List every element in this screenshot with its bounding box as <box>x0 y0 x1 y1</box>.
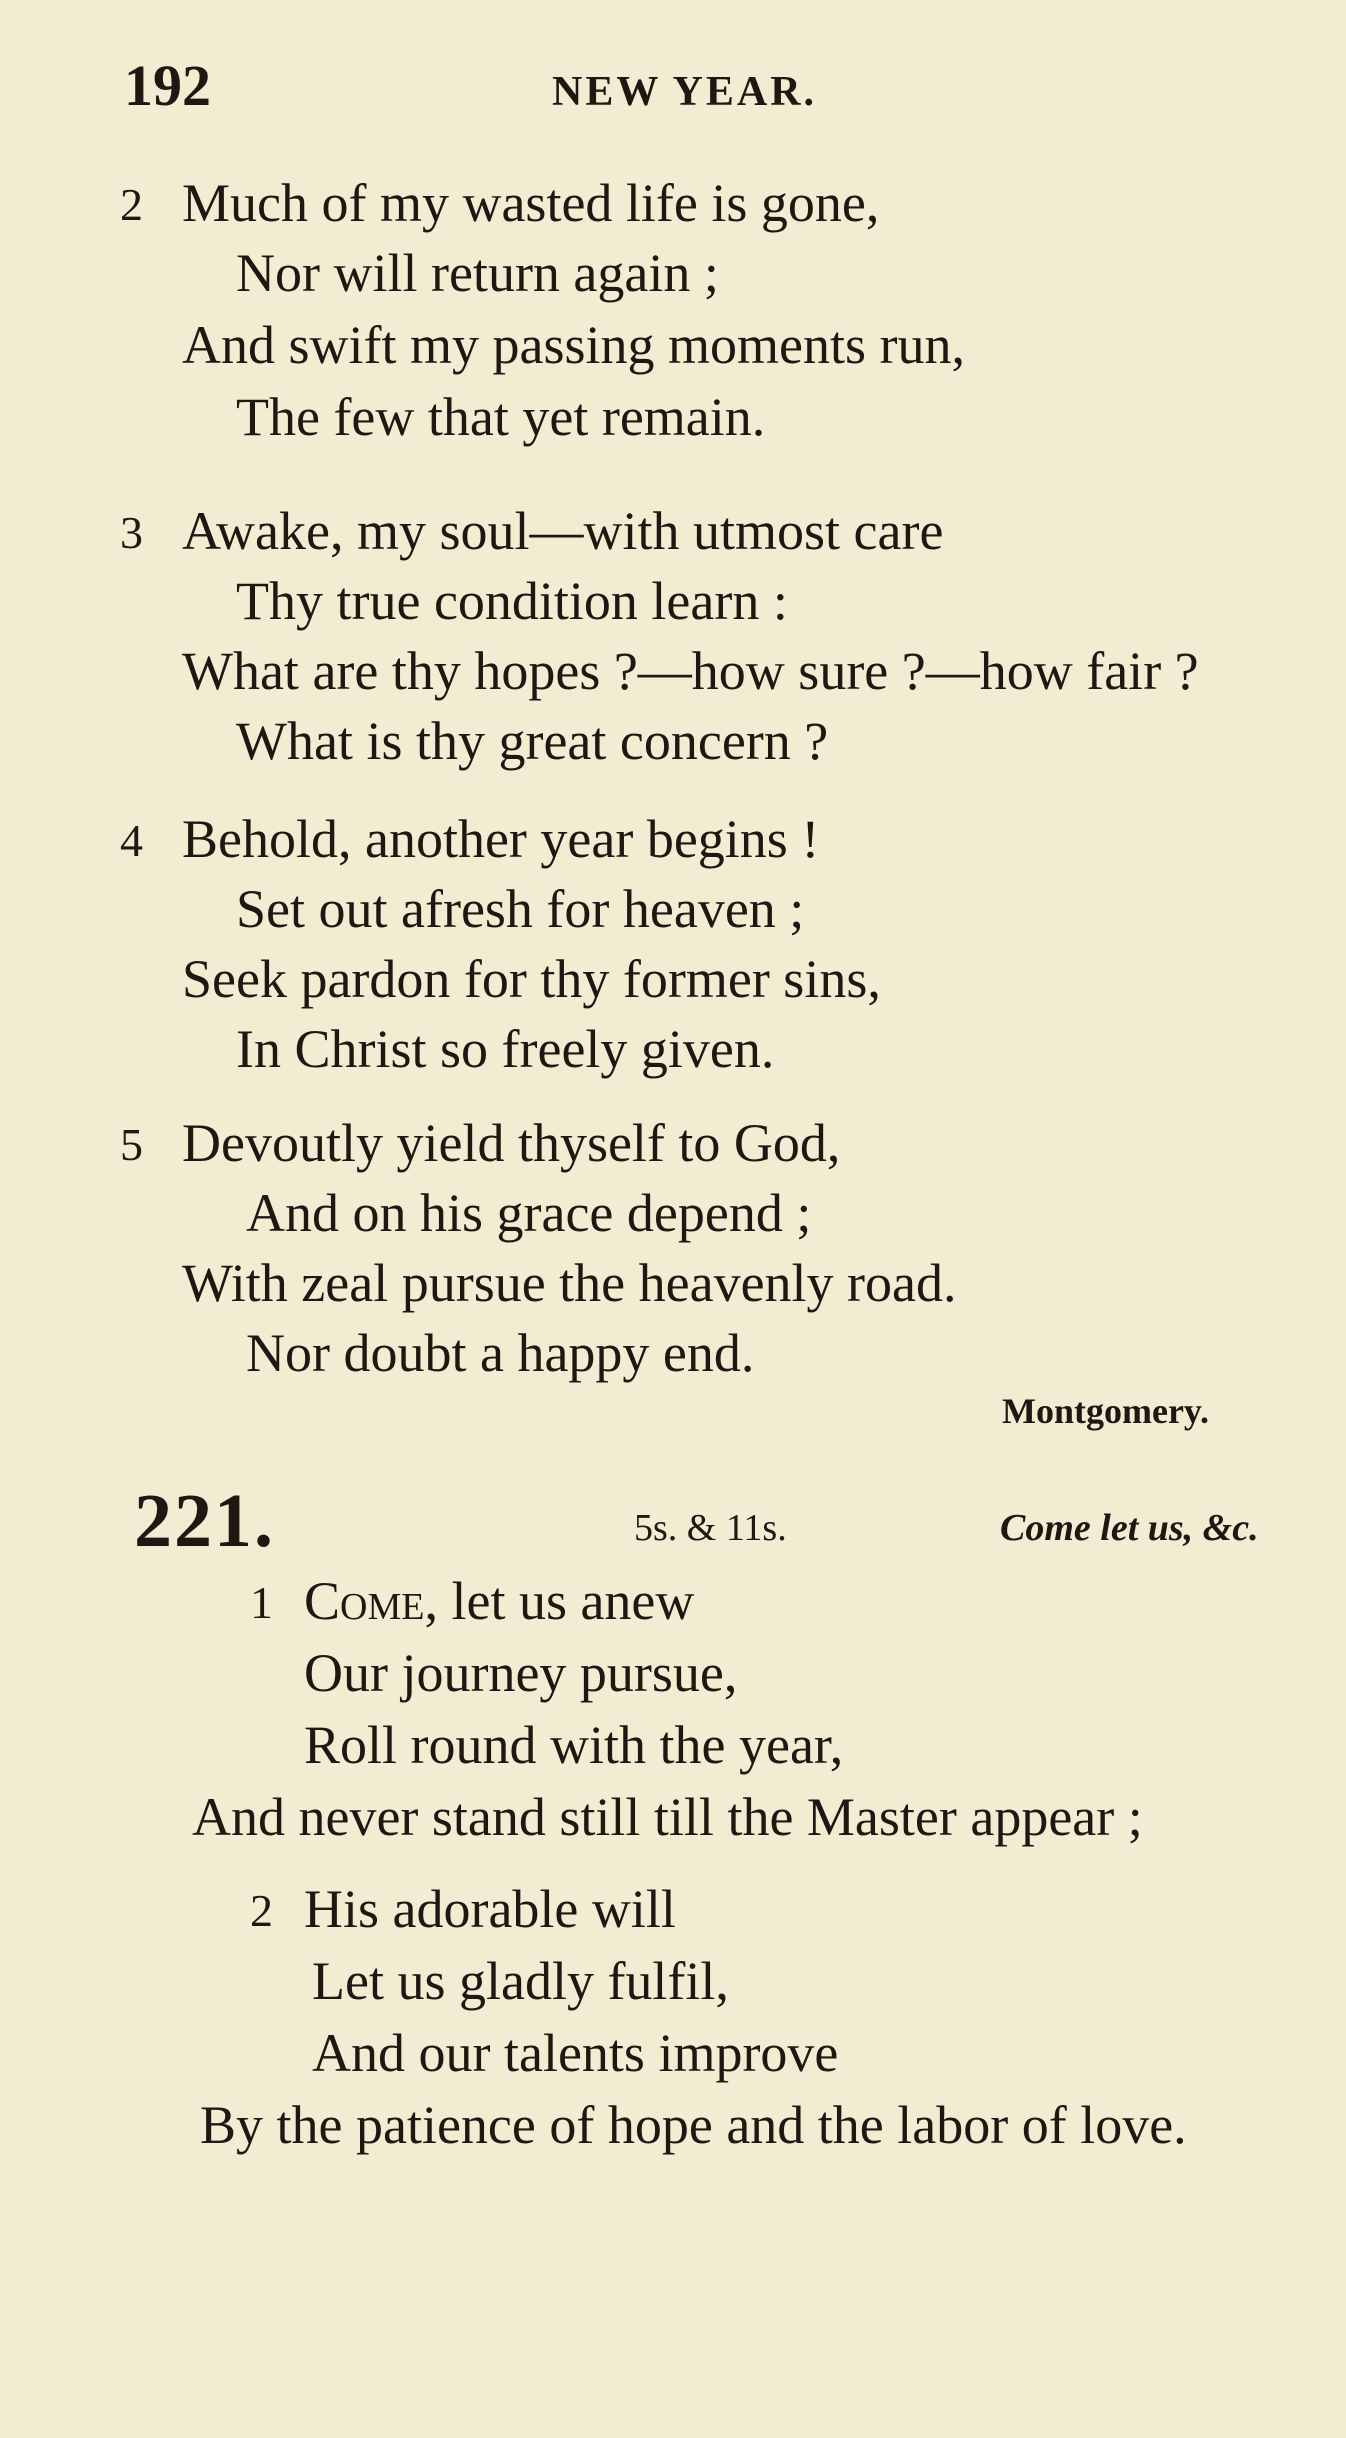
page-header <box>0 52 1346 122</box>
hymn-attribution: Montgomery. <box>1002 1391 1209 1431</box>
verse-line: Nor doubt a happy end. <box>246 1323 755 1383</box>
page-number: 192 <box>124 53 211 118</box>
verse-line: The few that yet remain. <box>236 387 766 447</box>
verse-line: Nor will return again ; <box>236 243 719 303</box>
verse-line: Let us gladly fulfil, <box>312 1951 729 2011</box>
stanza-number: 2 <box>250 1885 273 1936</box>
verse-line: And on his grace depend ; <box>246 1183 812 1243</box>
stanza-number: 4 <box>120 815 143 866</box>
hymn-meter: 5s. & 11s. <box>634 1507 787 1549</box>
stanza-number: 1 <box>250 1577 273 1628</box>
verse-line: Seek pardon for thy former sins, <box>182 949 881 1009</box>
verse-line: His adorable will <box>304 1879 676 1939</box>
verse-line-rest: let us anew <box>437 1571 695 1631</box>
verse-line: Devoutly yield thyself to God, <box>182 1113 841 1173</box>
verse-line <box>304 1571 695 1631</box>
stanza-number: 5 <box>120 1119 143 1170</box>
verse-line: Awake, my soul—with utmost care <box>182 501 944 561</box>
verse-line: What are thy hopes ?—how sure ?—how fair ? <box>182 641 1199 701</box>
hymn-tune: Come let us, &c. <box>1000 1507 1259 1549</box>
verse-line: What is thy great concern ? <box>236 711 829 771</box>
verse-line: By the patience of hope and the labor of love. <box>200 2095 1187 2155</box>
verse-line: Thy true condition learn : <box>236 571 788 631</box>
stanza-number: 2 <box>120 179 143 230</box>
verse-line: Behold, another year begins ! <box>182 809 820 869</box>
verse-line: Our journey pursue, <box>304 1643 738 1703</box>
stanza-number: 3 <box>120 507 143 558</box>
verse-line: With zeal pursue the heavenly road. <box>182 1253 957 1313</box>
verse-line: Much of my wasted life is gone, <box>182 173 880 233</box>
verse-line: And swift my passing moments run, <box>182 315 965 375</box>
verse-line: And never stand still till the Master appear ; <box>192 1787 1143 1847</box>
verse-line: Roll round with the year, <box>304 1715 844 1775</box>
running-head: NEW YEAR. <box>552 69 818 115</box>
verse-first-word: Come, <box>304 1571 438 1631</box>
verse-line: Set out afresh for heaven ; <box>236 879 805 939</box>
verse-line: And our talents improve <box>312 2023 839 2083</box>
verse-line: In Christ so freely given. <box>236 1019 775 1079</box>
hymn-number: 221. <box>134 1479 275 1563</box>
